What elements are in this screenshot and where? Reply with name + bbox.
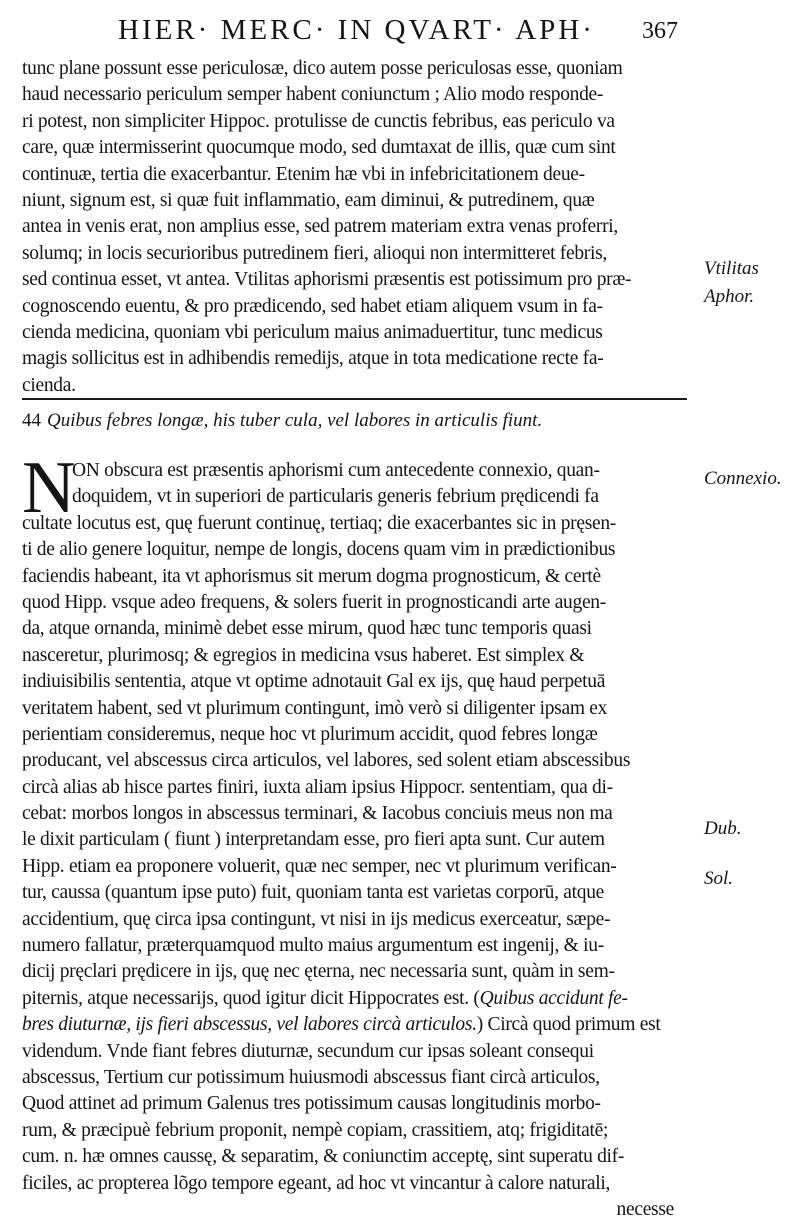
text-line: le dixit particulam ( fiunt ) interpretandam esse, pro fieri apta sunt. Cur autem (22, 829, 605, 851)
text-line: numero fallatur, præterquamquod multo maius argumentum est ingenij, & iu- (22, 935, 604, 957)
text-block-continuation (22, 56, 686, 399)
text-line: ON obscura est præsentis aphorismi cum antecedente connexio, quan- (72, 460, 600, 481)
text-line: Hipp. etiam ea proponere voluerit, quæ nec semper, nec vt plurimum verifican- (22, 855, 617, 877)
text-line: nasceretur, plurimosq; & egregios in medicina vsus haberet. Est simplex & (22, 644, 585, 666)
aphorism-heading (22, 410, 682, 432)
text-line: producant, vel abscessus circa articulos, vel labores, sed solent etiam abscessibus (22, 750, 631, 772)
margin-note-aphor: Aphor. (704, 286, 755, 307)
text-line: cognoscendo euentu, & pro prædicendo, sed habet etiam aliquem vsum in fa- (22, 295, 603, 317)
text-line: quod Hipp. vsque adeo frequens, & solers fuerit in prognosticandi arte augen- (22, 591, 606, 613)
text-line: haud necessario periculum semper habent coniunctum ; Alio modo responde- (22, 84, 604, 106)
quoted-aphorism: Quibus accidunt fe- (479, 987, 628, 1009)
text-line: perientiam consideremus, neque hoc vt plurimum accidit, quod febres longæ (22, 723, 598, 745)
text-line: circà alias ab hisce partes finiri, iuxta aliam ipsius Hippocr. sententiam, qua di- (22, 776, 613, 798)
aphorism-number: 44 (22, 410, 41, 431)
text-line: ti de alio genere loquitur, nempe de longis, docens quam vim in prædictionibus (22, 539, 616, 561)
text-line: accidentium, quę circa ipsa contingunt, vt nisi in ijs medicus exerceatur, sæpe- (22, 908, 611, 930)
text-line: cultate locutus est, quę fuerunt continuę, tertiaq; die exacerbantes sic in pręsen- (22, 512, 616, 534)
text-line: solumq; in locis securioribus putredinem fieri, alioqui non intermitteret febris, (22, 242, 607, 264)
text-line: abscessus, Tertium cur potissimum huiusmodi abscessus fiant circà articulos, (22, 1066, 600, 1088)
margin-note-sol: Sol. (704, 868, 734, 889)
text-line: rum, & præcipuè febrium proponit, nempè copiam, crassitiem, atq; frigiditatē; (22, 1119, 609, 1141)
text-line: doquidem, vt in superiori de particularis generis febrium prędicendi fa (72, 486, 599, 508)
text-line: dicij pręclari prędicere in ijs, quę nec ęterna, nec necessaria sunt, quàm in sem- (22, 961, 615, 983)
text-line: cienda. (22, 374, 76, 396)
text-line: continuæ, tertia die exacerbantur. Etenim hæ vbi in infebricitationem deue- (22, 163, 585, 185)
text-span: piternis, atque necessarijs, quod igitur dicit Hippocrates est. (22, 987, 469, 1009)
text-line: da, atque ornanda, minimè debet esse mirum, quod hæc tunc temporis quasi (22, 618, 592, 640)
text-line: veritatem habent, sed vt plurimum contingunt, imò verò si diligenter ipsam ex (22, 697, 608, 719)
text-line: ficiles, ac propterea lõgo tempore egeant, ad hoc vt vincantur à calore naturali, (22, 1172, 611, 1194)
text-line-with-quote (22, 986, 686, 1012)
aphorism-text: Quibus febres longæ, his tuber cula, vel labores in articulis fiunt. (47, 410, 543, 431)
page-header (118, 10, 678, 50)
text-line: magis sollicitus est in adhibendis remedijs, atque in tota medicatione recte fa- (22, 348, 604, 370)
page-number: 367 (642, 18, 678, 44)
text-line: cum. n. hæ omnes caussę, & separatim, & coniunctim acceptę, sint superatu dif- (22, 1146, 625, 1168)
quote-paren: ( (473, 987, 480, 1009)
text-line: indiuisibilis sententia, atque vt optime adnotauit Gal ex ijs, quę haud perpetuā (22, 671, 606, 693)
text-span: ) Circà quod primum est (476, 1014, 661, 1036)
text-line: care, quæ intermisserint quocumque modo, sed dumtaxat de illis, quæ cum sint (22, 137, 616, 159)
margin-note-connexio: Connexio. (704, 468, 782, 489)
text-line-with-quote (22, 1012, 686, 1038)
text-line: faciendis habeant, ita vt aphorismus sit merum dogma prognosticum, & certè (22, 565, 601, 587)
text-line: niunt, signum est, si quæ fuit inflammatio, eam diminui, & putredinem, quæ (22, 189, 595, 211)
text-line: cienda medicina, quoniam vbi periculum maius animaduertitur, tunc medicus (22, 321, 603, 343)
catchword: necesse (616, 1198, 674, 1220)
text-line: Quod attinet ad primum Galenus tres potissimum causas longitudinis morbo- (22, 1093, 601, 1115)
section-rule (22, 398, 687, 400)
text-line: ri potest, non simpliciter Hippoc. protulisse de cunctis febribus, eas periculo va (22, 110, 615, 132)
text-line: tur, caussa (quantum ipse puto) fuit, quoniam tanta est varietas corporū, atque (22, 882, 605, 904)
text-block-commentary (22, 447, 686, 1223)
text-line: videndum. Vnde fiant febres diuturnæ, secundum cur ipsas soleant consequi (22, 1040, 594, 1062)
text-line: antea in venis erat, non amplius esse, sed patrem materiam extra venas proferri, (22, 216, 618, 238)
quoted-aphorism: bres diuturnæ, ijs fieri abscessus, vel labores circà articulos. (22, 1014, 477, 1036)
running-head: HIER· MERC· IN QVART· APH· (118, 14, 595, 46)
drop-cap: N (22, 447, 76, 529)
text-line: cebat: morbos longos in abscessus terminari, & Iacobus conciuis meus non ma (22, 803, 613, 825)
text-line: sed continua esset, vt antea. Vtilitas aphorismi præsentis est potissimum pro præ- (22, 269, 632, 291)
margin-note-utilitas: Vtilitas (704, 258, 759, 279)
text-line: tunc plane possunt esse periculosæ, dico autem posse periculosas esse, quoniam (22, 58, 623, 79)
margin-note-dub: Dub. (704, 818, 742, 839)
